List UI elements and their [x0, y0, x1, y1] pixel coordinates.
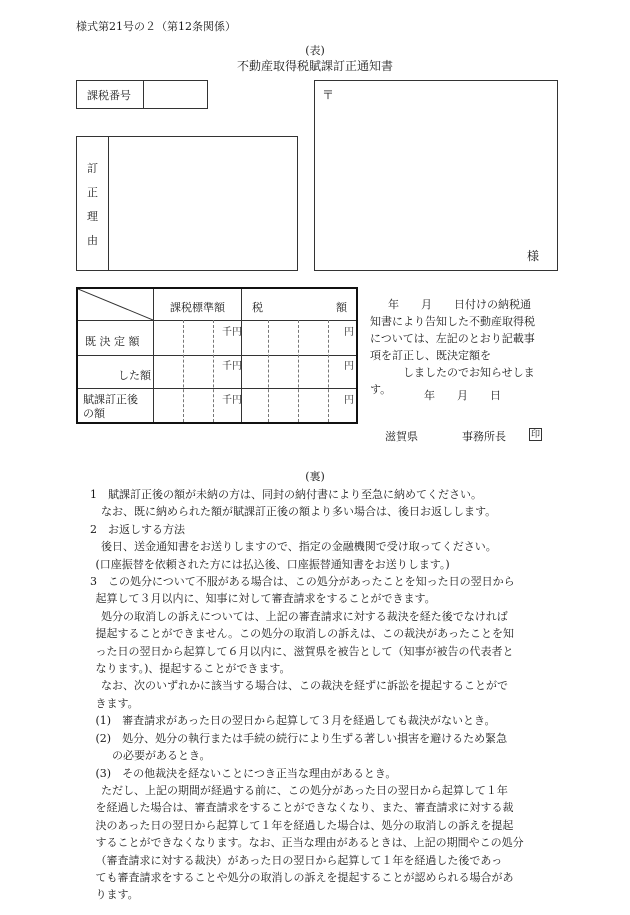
unit-base-row1: 千円 — [222, 327, 242, 338]
reason-char-4: 由 — [87, 234, 98, 247]
back-side-label: (裏) — [305, 470, 325, 483]
back-note-line: ても審査請求をすることや処分の取消しの訴えを提起することが認められる場合があ — [95, 870, 514, 884]
row-label-after-line2: の額 — [83, 407, 105, 420]
reason-field[interactable] — [111, 141, 293, 266]
unit-tax-row1: 円 — [344, 327, 354, 338]
tax-number-box — [76, 80, 208, 109]
amount-table — [76, 287, 358, 424]
row-label-after-line1: 賦課訂正後 — [83, 393, 138, 406]
back-note-line: なお、既に納められた額が賦課訂正後の額より多い場合は、後日お返しします。 — [101, 505, 497, 519]
back-note-line: った日の翌日から起算して６月以内に、滋賀県を被告として（知事が被告の代表者と — [95, 644, 514, 658]
tax-number-label: 課税番号 — [87, 89, 131, 102]
back-note-line: なお、次のいずれかに該当する場合は、この裁決を経ずに訴訟を提起することがで — [101, 679, 508, 693]
notice-line: しましたのでお知らせしま — [370, 366, 535, 379]
table-rule — [78, 355, 356, 356]
table-subrule — [328, 320, 329, 422]
addressee-suffix: 様 — [527, 249, 540, 263]
back-note-line: ります。 — [95, 888, 139, 902]
back-note-line: (2) 処分、処分の執行または手続の続行により生ずる著しい損害を避けるため緊急 — [95, 731, 508, 745]
back-note-line: 2 お返しする方法 — [90, 522, 185, 536]
back-note-line: 起算して３月以内に、知事に対して審査請求をすることができます。 — [95, 592, 436, 606]
tax-number-divider — [143, 81, 144, 108]
unit-tax-row3: 円 — [344, 395, 354, 406]
unit-base-row3: 千円 — [222, 395, 242, 406]
document-title: 不動産取得税賦課訂正通知書 — [236, 59, 393, 73]
back-note-line: (3) その他裁決を経ないことにつき正当な理由があるとき。 — [95, 766, 397, 780]
back-notes — [90, 486, 524, 904]
header-tax: 税 — [252, 301, 263, 314]
table-rule — [78, 320, 356, 321]
corner-diagonal — [78, 289, 153, 320]
notice-line: については、左記のとおり記載事 — [370, 332, 535, 345]
table-subrule — [213, 320, 214, 422]
back-note-line: 提起することができません。この処分の取消しの訴えは、この裁決があったことを知 — [95, 627, 515, 641]
back-note-line: なります。)、提起することができます。 — [95, 662, 291, 676]
table-subrule — [298, 320, 299, 422]
back-note-line: きます。 — [95, 696, 139, 710]
front-side-label: (表) — [305, 44, 325, 57]
unit-base-row2: 千円 — [222, 361, 242, 372]
postal-mark: 〒 — [322, 88, 335, 102]
back-note-line: (口座振替を依頼された方には払込後、口座振替通知書をお送りします。) — [95, 557, 450, 571]
seal-mark: 印 — [530, 430, 540, 440]
back-note-line: 1 賦課訂正後の額が未納の方は、同封の納付書により至急に納めてください。 — [90, 488, 482, 501]
back-note-line: 処分の取消しの訴えについては、上記の審査請求に対する裁決を経た後でなければ — [101, 609, 508, 623]
header-tax-base: 課税標準額 — [170, 301, 225, 314]
table-rule — [153, 289, 154, 422]
back-note-line: することができなくなります。なお、正当な理由があるときは、上記の期間やこの処分 — [95, 836, 524, 850]
back-note-line: (1) 審査請求があった日の翌日から起算して３月を経過しても裁決がないとき。 — [95, 714, 496, 728]
row-label-decided: 既 決 定 額 — [85, 335, 140, 348]
notice-line: 知書により告知した不動産取得税 — [370, 315, 535, 328]
reason-char-2: 正 — [87, 186, 98, 199]
unit-tax-row2: 円 — [344, 361, 354, 372]
back-note-line: の必要があるとき。 — [112, 749, 211, 763]
back-note-line: 3 この処分について不服がある場合は、この処分があったことを知った日の翌日から — [90, 575, 515, 589]
reason-divider — [108, 137, 109, 270]
address-box — [314, 80, 558, 271]
reason-char-1: 訂 — [87, 162, 98, 175]
back-note-line: 決のあった日の翌日から起算して１年を経過した場合は、処分の取消しの訴えを提起 — [95, 818, 514, 832]
back-note-line: ただし、上記の期間が経過する前に、この処分があった日の翌日から起算して１年 — [101, 783, 508, 797]
notice-line: 項を訂正し、既決定額を — [370, 349, 491, 362]
table-rule — [78, 388, 356, 389]
row-label-changed: した額 — [118, 369, 151, 382]
form-number: 様式第21号の２（第12条関係） — [76, 20, 236, 33]
correction-reason-box — [76, 136, 298, 271]
header-amount: 額 — [336, 301, 347, 314]
back-note-line: を経過した場合は、審査請求をすることができなくなり、また、審査請求に対する裁 — [95, 801, 514, 815]
back-note-line: 後日、送金通知書をお送りしますので、指定の金融機関で受け取ってください。 — [101, 540, 497, 554]
notice-line: 年 月 日付けの納税通 — [388, 298, 531, 311]
notice-line: す。 — [370, 383, 392, 396]
notice-text — [370, 296, 535, 398]
notice-date: 年 月 日 — [424, 389, 501, 402]
back-note-line: （審査請求に対する裁決）があった日の翌日から起算して１年を経過した後であっ — [95, 853, 503, 867]
issuer: 滋賀県 事務所長 — [385, 430, 506, 443]
table-subrule — [268, 320, 269, 422]
table-subrule — [183, 320, 184, 422]
reason-char-3: 理 — [87, 210, 98, 223]
